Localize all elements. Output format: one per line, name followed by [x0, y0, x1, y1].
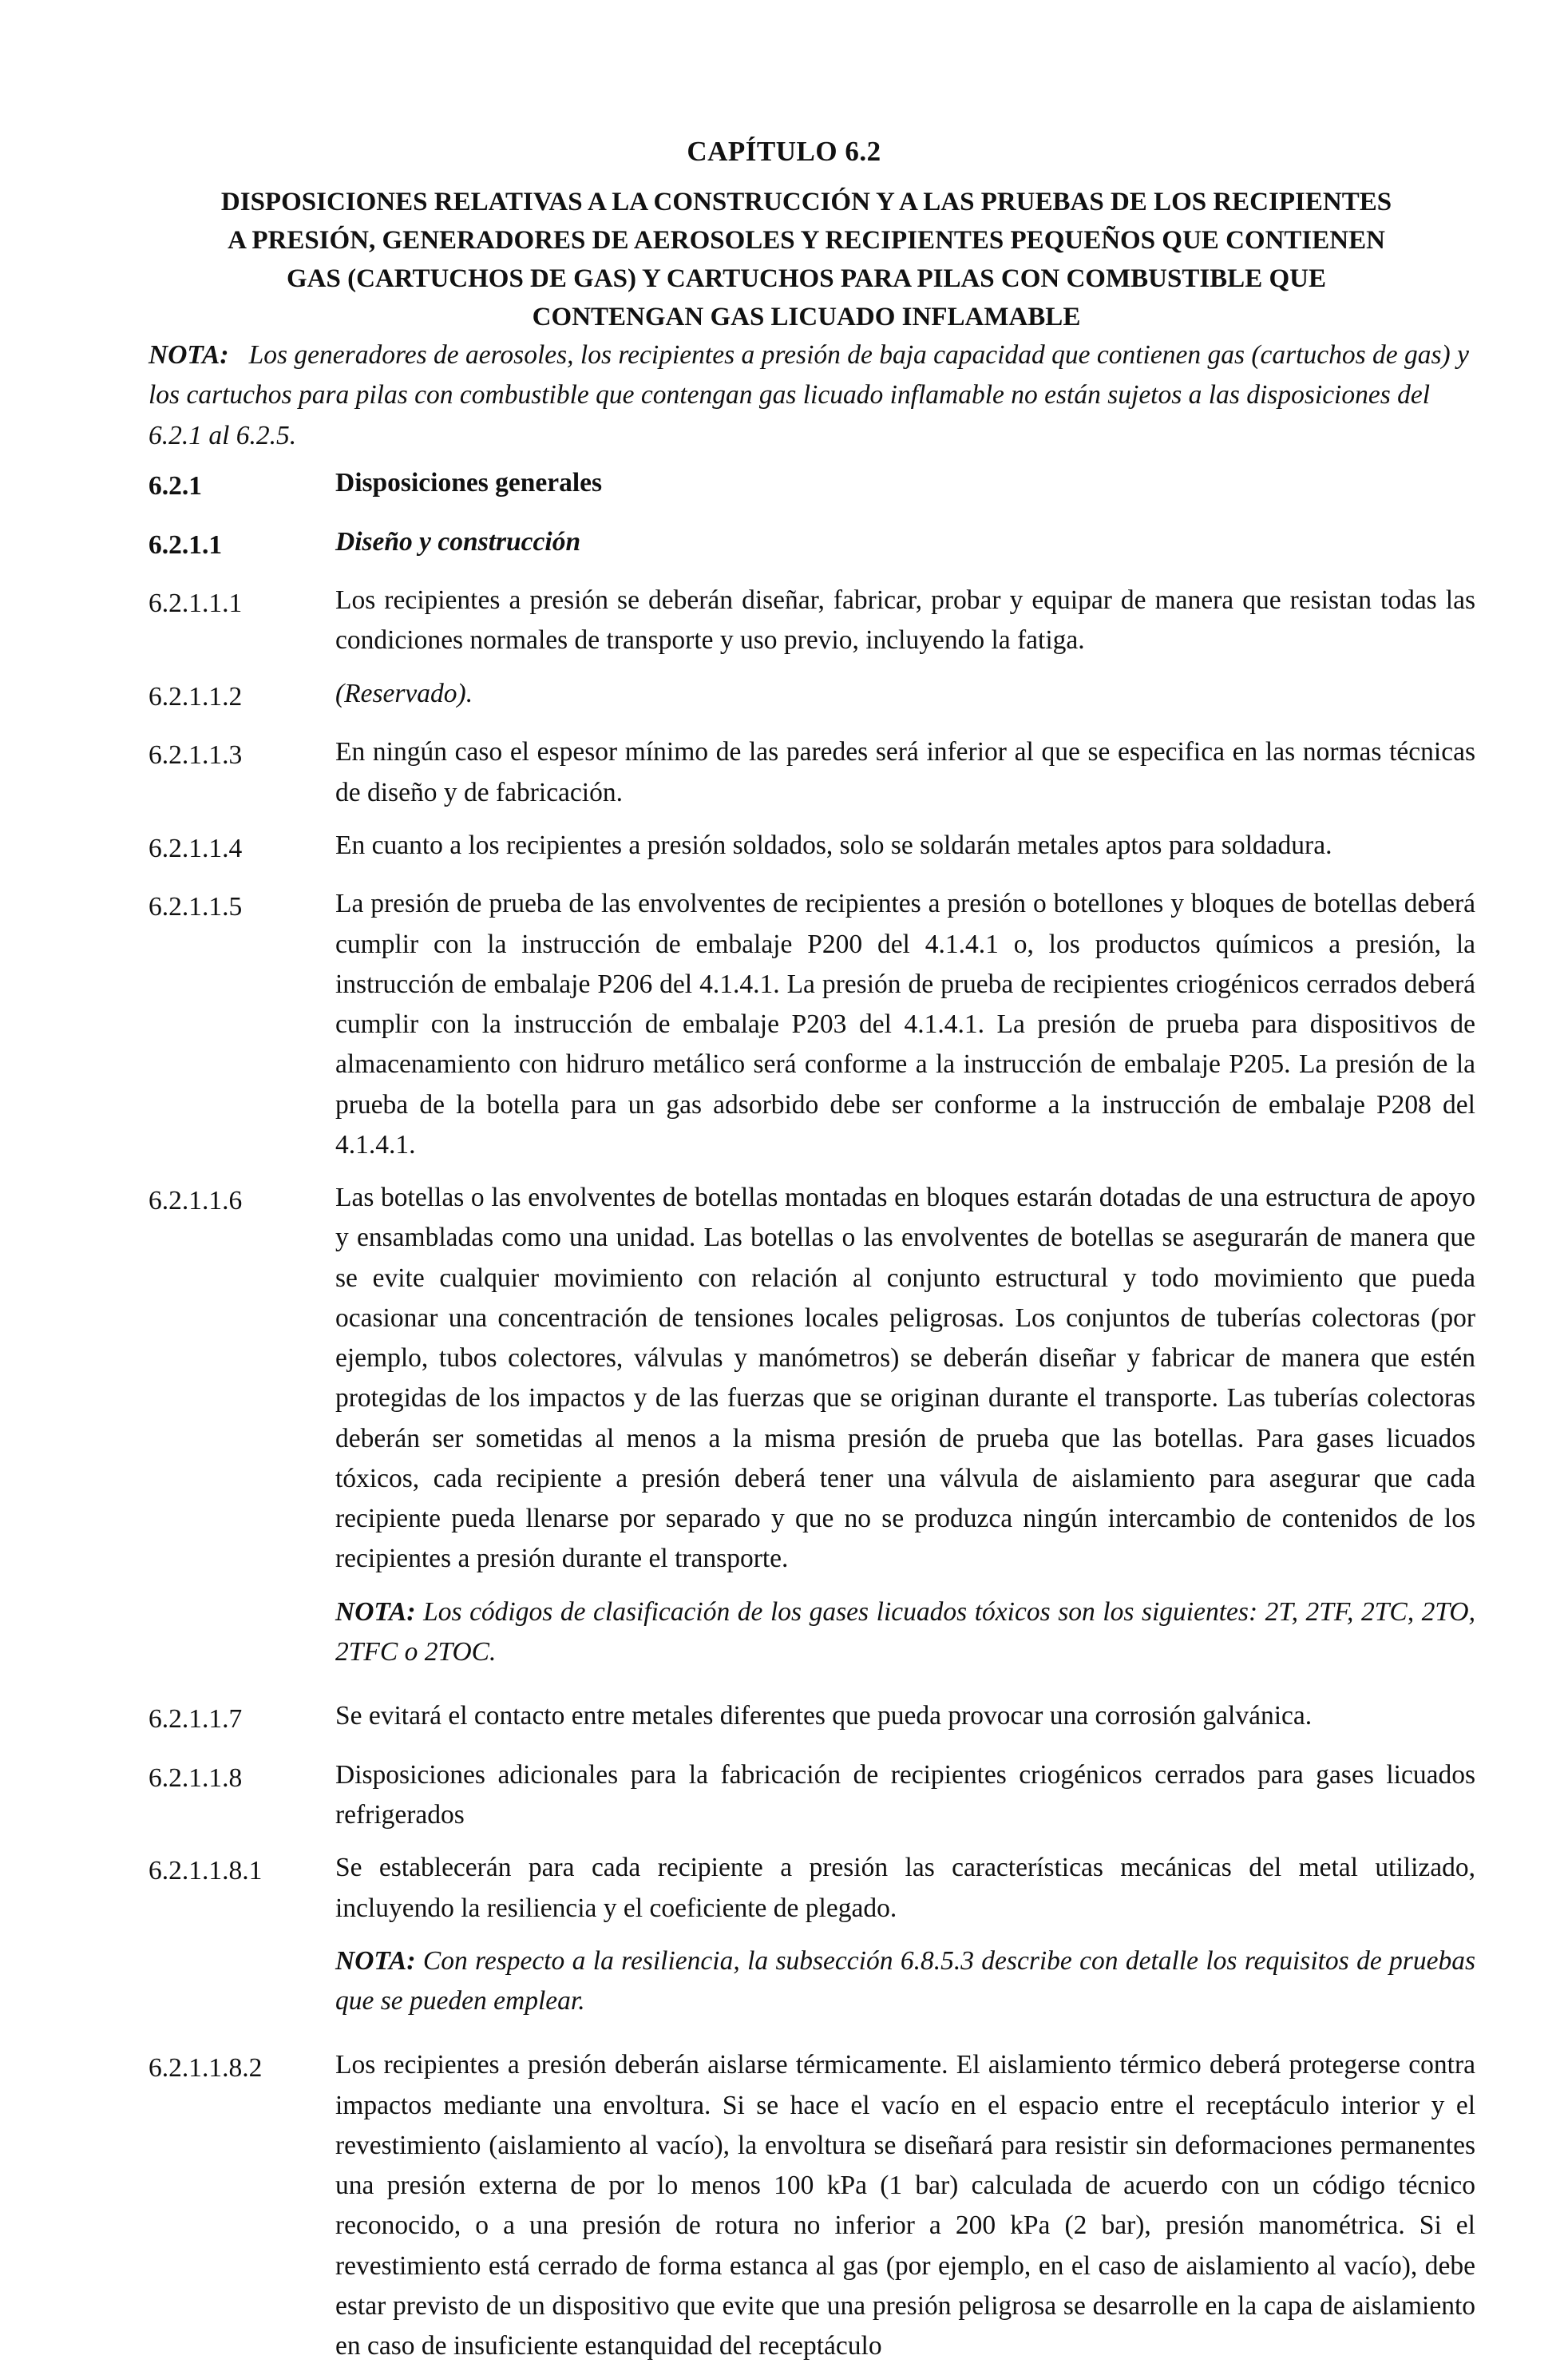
- section-heading: Disposiciones generales: [335, 468, 603, 498]
- paragraph-text: Los recipientes a presión se deberán diseñar, fabricar, probar y equipar de manera que resistan todas las condiciones normales de transporte y uso previo, incluyendo la fatiga.: [335, 585, 1475, 656]
- paragraph-number: 6.2.1.1.8.2: [148, 2053, 263, 2084]
- section-6-2-1: [148, 463, 1475, 510]
- intro-note: [148, 335, 1474, 456]
- paragraph-text: En cuanto a los recipientes a presión soldados, solo se soldarán metales aptos para soldadura.: [335, 830, 1332, 860]
- note-label: NOTA:: [335, 1596, 416, 1627]
- paragraph-number: 6.2.1.1.2: [148, 681, 243, 712]
- paragraph-number: 6.2.1.1.7: [148, 1704, 243, 1735]
- paragraph-6-2-1-1-6: [148, 1178, 1475, 1580]
- paragraph-6-2-1-1-3: [148, 732, 1475, 813]
- paragraph-text: Disposiciones adicionales para la fabricación de recipientes criogénicos cerrados para gases licuados refrigerados: [335, 1759, 1475, 1830]
- paragraph-number: 6.2.1.1.3: [148, 740, 243, 771]
- paragraph-number: 6.2.1.1.1: [148, 589, 243, 619]
- title-line: DISPOSICIONES RELATIVAS A LA CONSTRUCCIÓN Y A LAS PRUEBAS DE LOS RECIPIENTES: [220, 188, 1392, 216]
- paragraph-6-2-1-1-8: [148, 1755, 1475, 1836]
- paragraph-6-2-1-1-8-1: [148, 1848, 1475, 1929]
- paragraph-6-2-1-1-2: [148, 674, 1475, 720]
- chapter-title: [152, 184, 1461, 336]
- note-label: NOTA:: [148, 340, 229, 370]
- paragraph-number: 6.2.1.1.8.1: [148, 1856, 263, 1886]
- title-line: CONTENGAN GAS LICUADO INFLAMABLE: [532, 302, 1081, 331]
- paragraph-text: Las botellas o las envolventes de botellas montadas en bloques estarán dotadas de una estructura de apoyo y ensambladas como una unidad. Las botellas o las envolventes de botellas se asegurarán de manera que se evite cualquier movimiento con relación al conjunto estructural y todo movimiento que pueda ocasionar una concentración de tensiones locales peligrosas. Los conjuntos de tuberías colectoras (por ejemplo, tubos colectores, válvulas y manómetros) se deberán diseñar y fabricar de manera que estén protegidas de los impactos y de las fuerzas que se originan durante el transporte. Las tuberías colectoras deberán ser sometidas al menos a la misma presión de prueba que las botellas. Para gases licuados tóxicos, cada recipiente a presión deberá tener una válvula de aislamiento para asegurar que cada recipiente pueda llenarse por separado y que no se produzca ningún intercambio de contenidos de los recipientes a presión durante el transporte.: [335, 1183, 1475, 1574]
- section-number: 6.2.1: [148, 471, 202, 501]
- note-toxic-codes: [335, 1592, 1475, 1673]
- note-text: Los generadores de aerosoles, los recipientes a presión de baja capacidad que contienen gas (cartuchos de gas) y los cartuchos para pilas con combustible que contengan gas licuado inflamable no están sujetos a las disposiciones del 6.2.1 al 6.2.5.: [148, 340, 1469, 450]
- section-number: 6.2.1.1: [148, 529, 223, 560]
- section-6-2-1-1: [148, 522, 1475, 569]
- paragraph-number: 6.2.1.1.6: [148, 1186, 243, 1216]
- paragraph-text: La presión de prueba de las envolventes de recipientes a presión o botellones y bloques de botellas deberá cumplir con la instrucción de embalaje P200 del 4.1.4.1 o, los productos químicos a presión, la instrucción de embalaje P206 del 4.1.4.1. La presión de prueba de recipientes criogénicos cerrados deberá cumplir con la instrucción de embalaje P203 del 4.1.4.1. La presión de prueba para dispositivos de almacenamiento con hidruro metálico será conforme a la instrucción de embalaje P205. La presión de la prueba de la botella para un gas adsorbido debe ser conforme a la instrucción de embalaje P208 del 4.1.4.1.: [335, 889, 1475, 1160]
- paragraph-text: Se evitará el contacto entre metales diferentes que pueda provocar una corrosión galvánica.: [335, 1701, 1313, 1731]
- note-text: Con respecto a la resiliencia, la subsección 6.8.5.3 describe con detalle los requisitos de pruebas que se pueden emplear.: [335, 1945, 1475, 2016]
- paragraph-6-2-1-1-8-2: [148, 2045, 1475, 2366]
- title-line: A PRESIÓN, GENERADORES DE AEROSOLES Y RECIPIENTES PEQUEÑOS QUE CONTIENEN: [228, 225, 1385, 255]
- note-resiliencia: [335, 1941, 1475, 2022]
- paragraph-number: 6.2.1.1.8: [148, 1762, 243, 1793]
- paragraph-text: (Reservado).: [335, 678, 473, 708]
- note-label: NOTA:: [335, 1945, 416, 1976]
- chapter-heading: CAPÍTULO 6.2: [687, 136, 881, 167]
- paragraph-number: 6.2.1.1.5: [148, 892, 243, 922]
- paragraph-6-2-1-1-5: [148, 884, 1475, 1165]
- title-line: GAS (CARTUCHOS DE GAS) Y CARTUCHOS PARA PILAS CON COMBUSTIBLE QUE: [287, 264, 1326, 293]
- section-heading: Diseño y construcción: [335, 526, 581, 557]
- paragraph-text: Los recipientes a presión deberán aislarse térmicamente. El aislamiento térmico deberá protegerse contra impactos mediante una envoltura. Si se hace el vacío en el espacio entre el receptáculo interior y el revestimiento (aislamiento al vacío), la envoltura se diseñará para resistir sin deformaciones permanentes una presión externa de por lo menos 100 kPa (1 bar) calculada de acuerdo con un código técnico reconocido, o a una presión de rotura no inferior a 200 kPa (2 bar), presión manométrica. Si el revestimiento está cerrado de forma estanca al gas (por ejemplo, en el caso de aislamiento al vacío), debe estar previsto de un dispositivo que evite que una presión peligrosa se desarrolle en la capa de aislamiento en caso de insuficiente estanquidad del receptáculo: [335, 2050, 1475, 2361]
- paragraph-text: En ningún caso el espesor mínimo de las paredes será inferior al que se especifica en las normas técnicas de diseño y de fabricación.: [335, 737, 1475, 807]
- paragraph-6-2-1-1-7: [148, 1696, 1475, 1743]
- document-body: [148, 463, 1475, 2379]
- paragraph-number: 6.2.1.1.4: [148, 833, 243, 863]
- note-text: Los códigos de clasificación de los gases licuados tóxicos son los siguientes: 2T, 2TF, 2TC, 2TO, 2TFC o 2TOC.: [335, 1596, 1475, 1667]
- paragraph-text: Se establecerán para cada recipiente a presión las características mecánicas del metal utilizado, incluyendo la resiliencia y el coeficiente de plegado.: [335, 1853, 1475, 1923]
- paragraph-6-2-1-1-1: [148, 581, 1475, 661]
- paragraph-6-2-1-1-4: [148, 826, 1475, 872]
